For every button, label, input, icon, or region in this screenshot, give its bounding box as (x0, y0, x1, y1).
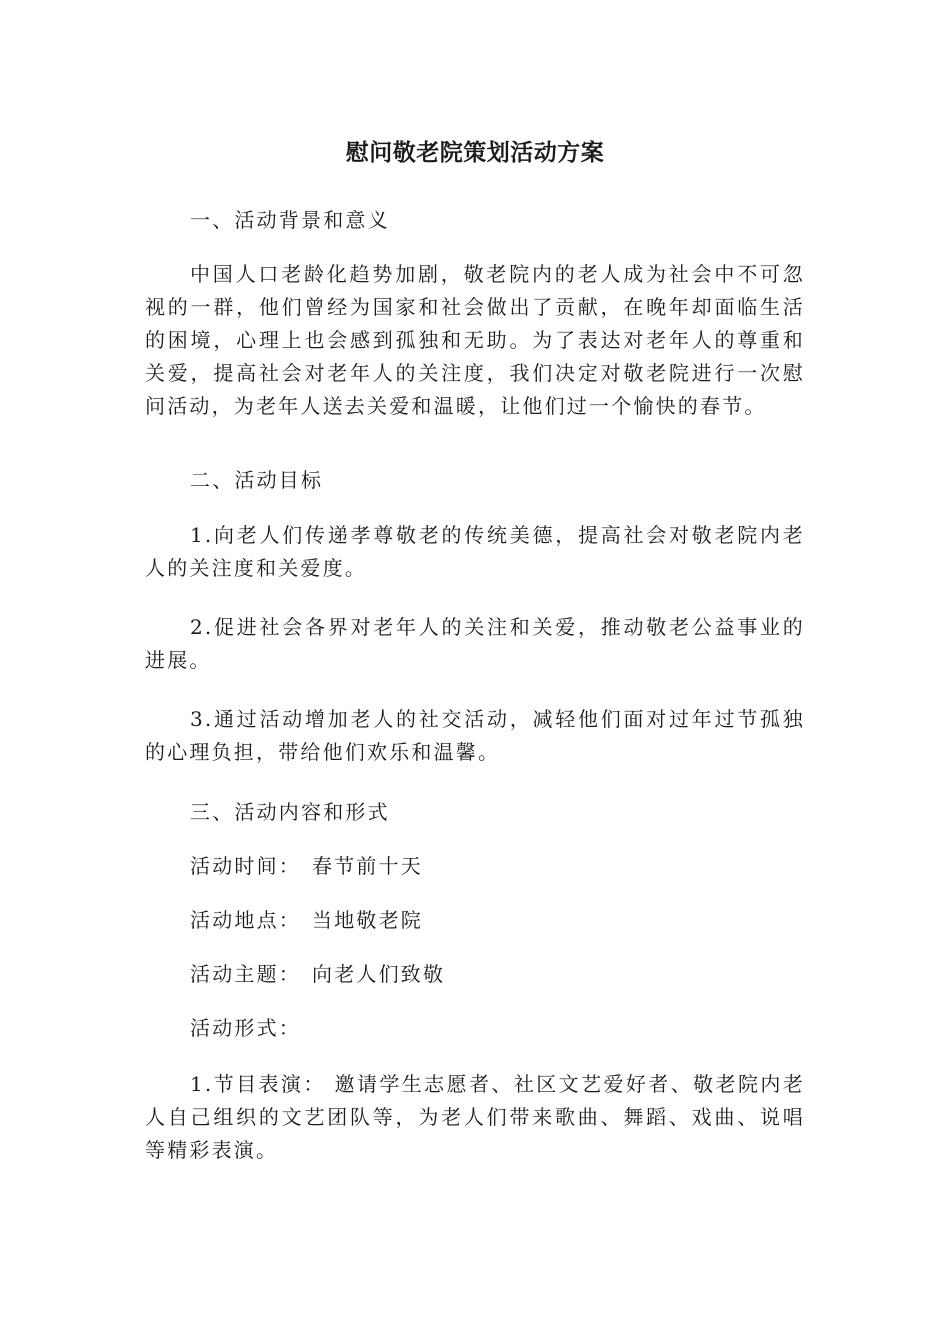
goal-item-2: 2.促进社会各界对老年人的关注和关爱，推动敬老公益事业的进展。 (145, 615, 805, 672)
section-heading-goals: 二、活动目标 (190, 468, 324, 492)
background-paragraph: 中国人口老龄化趋势加剧，敬老院内的老人成为社会中不可忽视的一群，他们曾经为国家和社会做出了贡献，在晚年却面临生活的困境，心理上也会感到孤独和无助。为了表达对老年人的尊重和关爱，提高社会对老年人的关注度，我们决定对敬老院进行一次慰问活动，为老年人送去关爱和温暖，让他们过一个愉快的春节。 (145, 262, 805, 418)
activity-time-label: 活动时间： (190, 854, 301, 878)
activity-place-row (190, 904, 423, 937)
activity-time-row (190, 850, 423, 883)
form-item-1: 1.节目表演： 邀请学生志愿者、社区文艺爱好者、敬老院内老人自己组织的文艺团队等，为老人们带来歌曲、舞蹈、戏曲、说唱等精彩表演。 (145, 1072, 805, 1162)
document-title: 慰问敬老院策划活动方案 (345, 140, 605, 166)
section-heading-content: 三、活动内容和形式 (190, 800, 390, 824)
goal-item-1: 1.向老人们传递孝尊敬老的传统美德，提高社会对敬老院内老人的关注度和关爱度。 (145, 523, 805, 580)
activity-place-label: 活动地点： (190, 908, 301, 932)
activity-theme-value: 向老人们致敬 (312, 962, 446, 986)
section-heading-background: 一、活动背景和意义 (190, 208, 390, 232)
activity-theme-row (190, 958, 445, 991)
activity-place-value: 当地敬老院 (312, 908, 423, 932)
activity-form-label: 活动形式： (190, 1016, 301, 1040)
goal-item-3: 3.通过活动增加老人的社交活动，减轻他们面对过年过节孤独的心理负担，带给他们欢乐和温馨。 (145, 707, 805, 764)
activity-theme-label: 活动主题： (190, 962, 301, 986)
activity-time-value: 春节前十天 (312, 854, 423, 878)
